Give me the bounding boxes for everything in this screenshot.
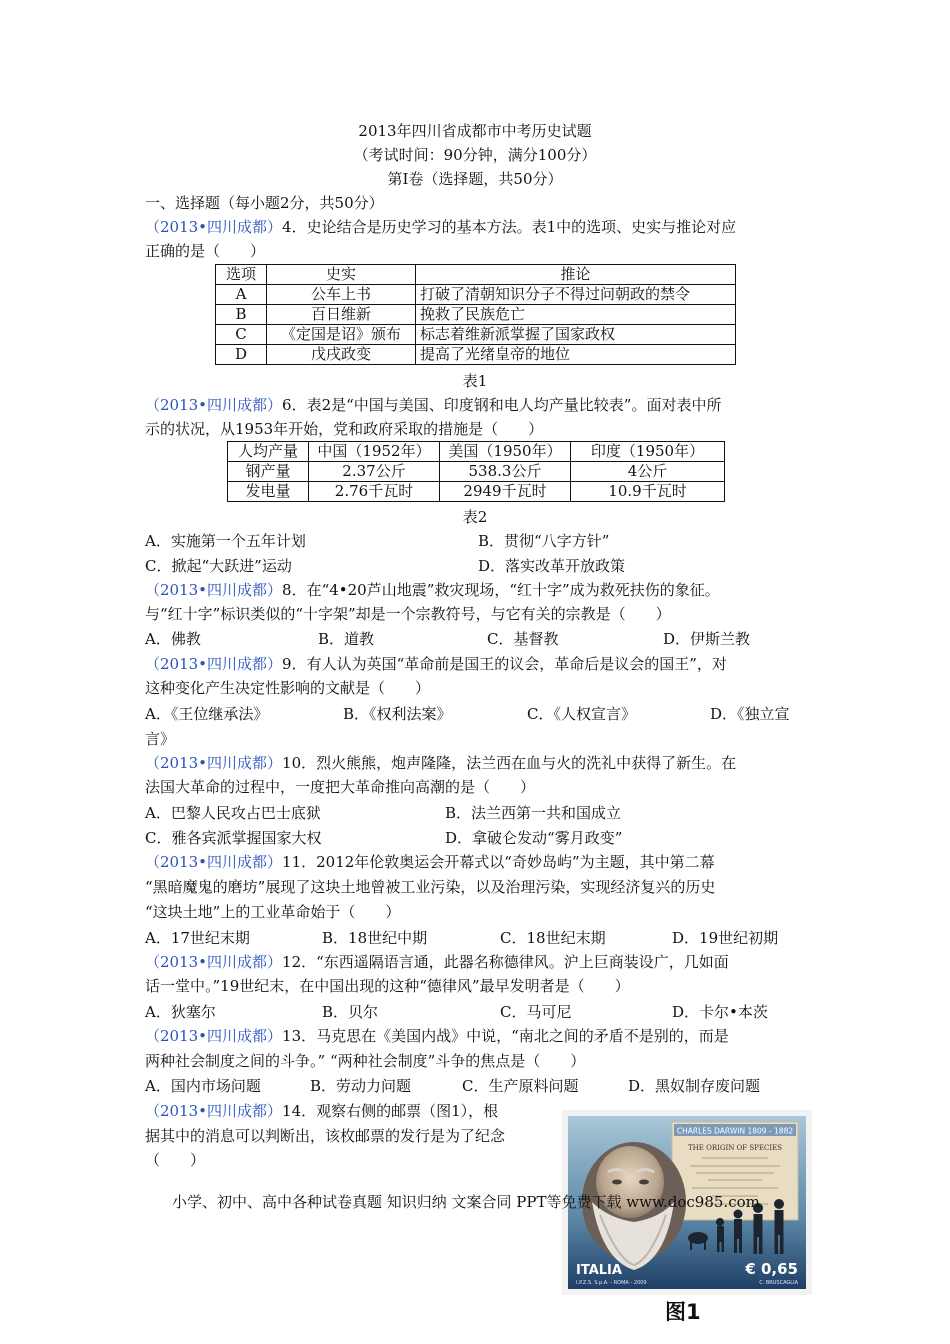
option-a: A．佛教	[145, 630, 201, 648]
table-cell: 538.3公斤	[440, 462, 571, 482]
table-cell: 挽救了民族危亡	[416, 305, 736, 325]
table-row	[216, 305, 736, 325]
question-source: （2013•四川成都）	[145, 1027, 283, 1045]
option-a: A．巴黎人民攻占巴士底狱	[145, 804, 321, 822]
question-8-line2: 与“红十字”标识类似的“十字架”却是一个宗教符号，与它有关的宗教是（ ）	[145, 605, 671, 623]
question-source: （2013•四川成都）	[145, 853, 283, 871]
question-12-line1	[145, 951, 729, 973]
option-d: D．拿破仑发动“雾月政变”	[445, 829, 623, 847]
table-cell: 打破了清朝知识分子不得过问朝政的禁令	[416, 285, 736, 305]
option-c: C．基督教	[487, 630, 559, 648]
section-title: 一、选择题（每小题2分，共50分）	[145, 194, 384, 212]
question-11-line3: “这块土地”上的工业革命始于（ ）	[145, 903, 401, 921]
question-14-line3: （ ）	[145, 1151, 206, 1169]
option-b: B．劳动力问题	[310, 1077, 412, 1095]
option-d-wrap: 言》	[145, 730, 176, 748]
table-header-row	[228, 442, 725, 462]
option-b: B．贯彻“八字方针”	[478, 532, 610, 550]
volume-title: 第Ⅰ卷（选择题，共50分）	[387, 170, 563, 188]
question-9-line2: 这种变化产生决定性影响的文献是（ ）	[145, 679, 431, 697]
figure-label: 图1	[665, 1300, 701, 1324]
option-a: A．国内市场问题	[145, 1077, 261, 1095]
option-c: C．生产原料问题	[462, 1077, 579, 1095]
table-header: 人均产量	[228, 442, 309, 462]
footer-watermark: 小学、初中、高中各种试卷真题 知识归纳 文案合同 PPT等免费下载 www.doc985.com	[172, 1193, 760, 1211]
option-c: C．《人权宣言》	[527, 705, 636, 723]
option-d: D．伊斯兰教	[663, 630, 751, 648]
question-12-line2: 话一堂中。”19世纪末，在中国出现的这种“德律风”最早发明者是（ ）	[145, 977, 630, 995]
question-6-line2: 示的状况，从1953年开始，党和政府采取的措施是（ ）	[145, 420, 544, 438]
table-row	[216, 285, 736, 305]
stamp-value: € 0,65	[745, 1260, 798, 1278]
question-text: 8．在“4•20芦山地震”救灾现场，“红十字”成为救死扶伤的象征。	[282, 581, 720, 599]
option-c: C．马可尼	[500, 1003, 572, 1021]
table-row	[228, 482, 725, 502]
table-cell: 标志着维新派掌握了国家政权	[416, 325, 736, 345]
question-11-line2: “黑暗魔鬼的磨坊”展现了这块土地曾被工业污染，以及治理污染，实现经济复兴的历史	[145, 878, 716, 896]
question-text: 6．表2是“中国与美国、印度钢和电人均产量比较表”。面对表中所	[282, 396, 722, 414]
table-cell: 钢产量	[228, 462, 309, 482]
option-b: B．法兰西第一共和国成立	[445, 804, 622, 822]
table-row	[228, 462, 725, 482]
question-source: （2013•四川成都）	[145, 581, 283, 599]
exam-info: （考试时间：90分钟，满分100分）	[353, 146, 597, 164]
stamp-book-title: THE ORIGIN OF SPECIES	[687, 1144, 783, 1152]
stamp-country: ITALIA	[576, 1263, 622, 1278]
option-b: B．贝尔	[322, 1003, 379, 1021]
question-text: 4．史论结合是历史学习的基本方法。表1中的选项、史实与推论对应	[282, 218, 737, 236]
question-4-line2: 正确的是（ ）	[145, 242, 266, 260]
question-text: 9．有人认为英国“革命前是国王的议会，革命后是议会的国王”，对	[282, 655, 727, 673]
table-cell: 发电量	[228, 482, 309, 502]
table-cell: 提高了光绪皇帝的地位	[416, 345, 736, 365]
table-header: 中国（1952年）	[309, 442, 440, 462]
question-text: 10．烈火熊熊，炮声隆隆，法兰西在血与火的洗礼中获得了新生。在	[282, 754, 737, 772]
option-d: D．落实改革开放政策	[478, 557, 626, 575]
table-cell: B	[216, 305, 267, 325]
option-d: D．《独立宣	[710, 705, 790, 723]
table-header: 美国（1950年）	[440, 442, 571, 462]
question-source: （2013•四川成都）	[145, 655, 283, 673]
question-11-line1	[145, 851, 715, 873]
table-header: 史实	[267, 265, 416, 285]
question-text: 12．“东西遥隔语言通，此器名称德律风。沪上巨商装设广，几如面	[282, 953, 729, 971]
question-text: 11．2012年伦敦奥运会开幕式以“奇妙岛屿”为主题，其中第二幕	[282, 853, 715, 871]
question-13-line1	[145, 1025, 729, 1047]
page-title: 2013年四川省成都市中考历史试题	[358, 122, 592, 140]
table-cell: A	[216, 285, 267, 305]
question-source: （2013•四川成都）	[145, 754, 283, 772]
question-4-line1	[145, 216, 736, 238]
table-header: 选项	[216, 265, 267, 285]
table-1-caption: 表1	[462, 372, 488, 390]
question-9-line1	[145, 653, 727, 675]
table-header: 印度（1950年）	[571, 442, 725, 462]
option-a: A．实施第一个五年计划	[145, 532, 306, 550]
option-a: A．狄塞尔	[145, 1003, 216, 1021]
table-cell: 戊戌政变	[267, 345, 416, 365]
table-2	[227, 441, 725, 502]
table-cell: 2.37公斤	[309, 462, 440, 482]
question-source: （2013•四川成都）	[145, 396, 283, 414]
question-14-line1	[145, 1100, 498, 1122]
question-source: （2013•四川成都）	[145, 953, 283, 971]
table-1	[215, 264, 736, 365]
table-cell: D	[216, 345, 267, 365]
question-8-line1	[145, 579, 720, 601]
table-cell: 4公斤	[571, 462, 725, 482]
table-cell: 《定国是诏》颁布	[267, 325, 416, 345]
question-source: （2013•四川成都）	[145, 218, 283, 236]
table-cell: 公车上书	[267, 285, 416, 305]
question-6-line1	[145, 394, 721, 416]
question-13-line2: 两种社会制度之间的斗争。” “两种社会制度”斗争的焦点是（ ）	[145, 1052, 586, 1070]
option-d: D．卡尔•本茨	[672, 1003, 768, 1021]
option-a: A．17世纪末期	[145, 929, 250, 947]
table-cell: 2949千瓦时	[440, 482, 571, 502]
question-text: 13．马克思在《美国内战》中说，“南北之间的矛盾不是别的，而是	[282, 1027, 729, 1045]
stamp-printer: I.P.Z.S. S.p.A. - ROMA - 2009	[576, 1280, 647, 1286]
stamp-artist: C. BRUSCAGLIA	[759, 1280, 798, 1286]
table-cell: C	[216, 325, 267, 345]
option-a: A．《王位继承法》	[145, 705, 269, 723]
option-d: D．黑奴制存废问题	[628, 1077, 761, 1095]
table-2-caption: 表2	[462, 508, 488, 526]
table-cell: 百日维新	[267, 305, 416, 325]
table-row	[216, 345, 736, 365]
question-text: 14．观察右侧的邮票（图1），根	[282, 1102, 499, 1120]
table-row	[216, 325, 736, 345]
question-source: （2013•四川成都）	[145, 1102, 283, 1120]
option-c: C．18世纪末期	[500, 929, 606, 947]
table-cell: 2.76千瓦时	[309, 482, 440, 502]
option-c: C．掀起“大跃进”运动	[145, 557, 292, 575]
question-10-line1	[145, 752, 736, 774]
table-header-row	[216, 265, 736, 285]
option-b: B．18世纪中期	[322, 929, 428, 947]
table-cell: 10.9千瓦时	[571, 482, 725, 502]
option-b: B．道教	[318, 630, 375, 648]
table-header: 推论	[416, 265, 736, 285]
question-10-line2: 法国大革命的过程中，一度把大革命推向高潮的是（ ）	[145, 778, 536, 796]
question-14-line2: 据其中的消息可以判断出，该枚邮票的发行是为了纪念	[145, 1127, 506, 1145]
stamp-name-text: CHARLES DARWIN 1809 - 1882	[676, 1126, 794, 1136]
option-b: B．《权利法案》	[343, 705, 452, 723]
option-d: D．19世纪初期	[672, 929, 779, 947]
option-c: C．雅各宾派掌握国家大权	[145, 829, 322, 847]
